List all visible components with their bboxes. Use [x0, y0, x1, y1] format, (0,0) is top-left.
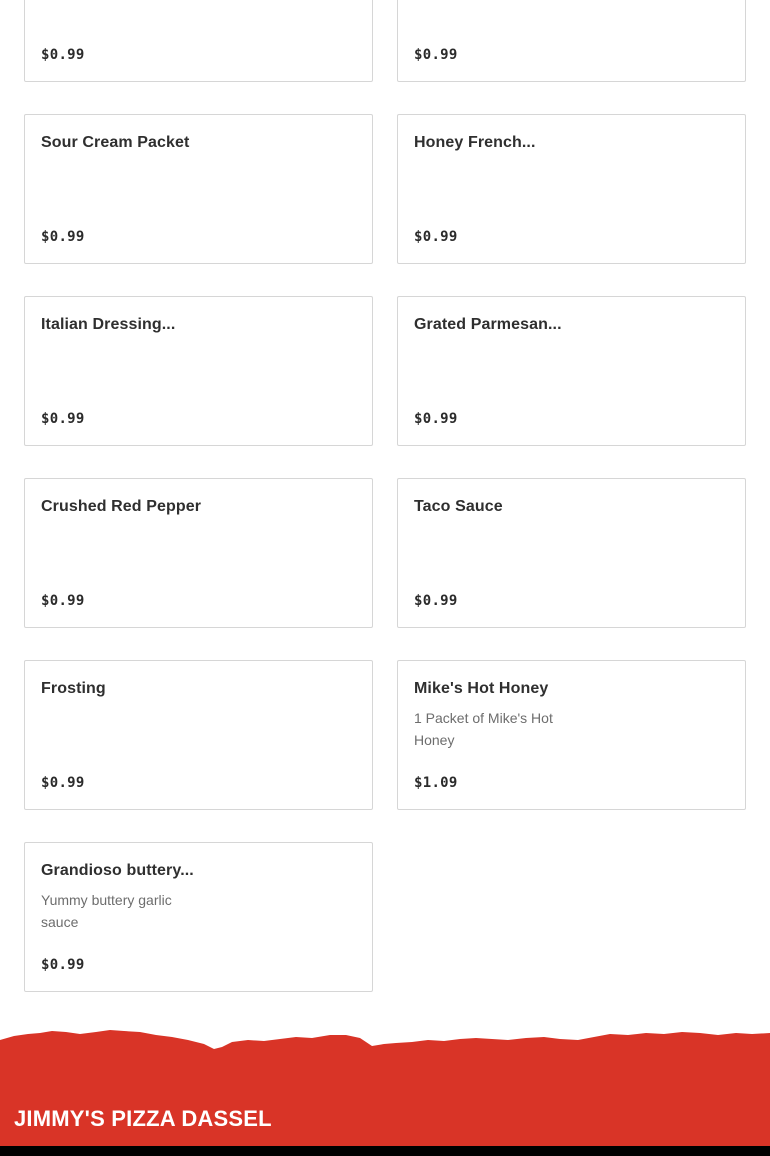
- menu-item-price: $0.99: [414, 411, 458, 427]
- menu-item-card[interactable]: [24, 114, 373, 264]
- menu-item-name: Mike's Hot Honey: [414, 680, 549, 697]
- menu-item-name: Grandioso buttery...: [41, 862, 194, 879]
- menu-item-price: $0.99: [41, 957, 85, 973]
- menu-item-price: $0.99: [41, 411, 85, 427]
- menu-item-card[interactable]: [397, 114, 746, 264]
- menu-item-name: Grated Parmesan...: [414, 316, 562, 333]
- menu-item-card[interactable]: [24, 0, 373, 82]
- menu-item-name: Honey French...: [414, 134, 536, 151]
- menu-item-price: $0.99: [41, 593, 85, 609]
- menu-item-price: $0.99: [414, 47, 458, 63]
- menu-item-price: $0.99: [414, 229, 458, 245]
- torn-paper-edge: [0, 1026, 770, 1156]
- menu-item-name: Sour Cream Packet: [41, 134, 190, 151]
- footer-bottom-bar: [0, 1146, 770, 1156]
- menu-item-card[interactable]: [397, 478, 746, 628]
- menu-item-name: Frosting: [41, 680, 106, 697]
- menu-item-description: 1 Packet of Mike's Hot Honey: [414, 710, 553, 748]
- menu-item-price: $0.99: [41, 229, 85, 245]
- menu-item-card[interactable]: [397, 660, 746, 810]
- menu-item-name: Italian Dressing...: [41, 316, 176, 333]
- menu-item-price: $0.99: [41, 775, 85, 791]
- site-footer: [0, 1026, 770, 1156]
- menu-item-name: Taco Sauce: [414, 498, 503, 515]
- menu-item-description: Yummy buttery garlic sauce: [41, 892, 172, 930]
- menu-item-card[interactable]: [24, 660, 373, 810]
- menu-item-price: $1.09: [414, 775, 458, 791]
- menu-item-price: $0.99: [41, 47, 85, 63]
- menu-item-card[interactable]: [24, 296, 373, 446]
- footer-restaurant-name: JIMMY'S PIZZA DASSEL: [14, 1106, 272, 1131]
- menu-item-card[interactable]: [397, 296, 746, 446]
- menu-item-card[interactable]: [24, 478, 373, 628]
- menu-item-price: $0.99: [414, 593, 458, 609]
- menu-item-name: Crushed Red Pepper: [41, 498, 202, 515]
- menu-item-card[interactable]: [24, 842, 373, 992]
- menu-item-card[interactable]: [397, 0, 746, 82]
